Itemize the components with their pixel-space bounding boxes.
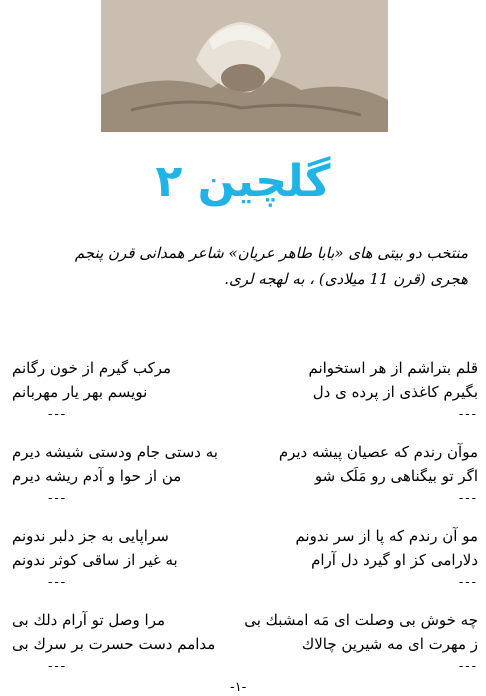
verse-line: به غیر از ساقی کوثر ندونم xyxy=(12,551,178,569)
stanza-separator: --- xyxy=(458,575,478,590)
intro-line: منتخب دو بیتی های «بابا طاهر عریان» شاعر همدانی قرن پنجم xyxy=(74,244,468,262)
verse-line: چه خوش بی وصلت ای مَه امشبك بی xyxy=(244,611,478,629)
stanza xyxy=(0,441,486,525)
verse-line: مو آن رندم که پا از سر ندونم xyxy=(295,527,478,545)
stanza-separator: --- xyxy=(48,659,68,674)
verse-line: دلارامی کز او گیرد دل آرام xyxy=(311,551,478,569)
verse-line: قلم بتراشم از هر استخوانم xyxy=(308,359,478,377)
verse-line: به دستی جام ودستی شیشه دیرم xyxy=(12,443,218,461)
verse-line: مرا وصل تو آرام دلك بی xyxy=(12,611,166,629)
stanza-separator: --- xyxy=(48,491,68,506)
stanza-separator: --- xyxy=(48,407,68,422)
page-title: گلچین ۲ xyxy=(155,156,331,207)
intro-paragraph xyxy=(8,240,468,292)
stanza-separator: --- xyxy=(458,659,478,674)
verse-line: موآن رندم که عصیان پیشه دیرم xyxy=(278,443,478,461)
stanza xyxy=(0,357,486,441)
verse-line: مرکب گیرم از خون رگانم xyxy=(12,359,172,377)
stanza-separator: --- xyxy=(458,491,478,506)
verse-line: ز مهرت ای مه شیرین چالاك xyxy=(301,635,478,653)
stanza-separator: --- xyxy=(48,575,68,590)
verse-line: مدامم دست حسرت بر سرك بی xyxy=(12,635,216,653)
verse-line: سراپایی به جز دلبر ندونم xyxy=(12,527,169,545)
stanza-separator: --- xyxy=(458,407,478,422)
verse-line: من از حوا و آدم ریشه دیرم xyxy=(12,467,182,485)
verse-line: بگیرم کاغذی از پرده ی دل xyxy=(312,383,478,401)
verse-line: نویسم بهر یار مهربانم xyxy=(12,383,148,401)
stanza xyxy=(0,525,486,609)
poem xyxy=(0,357,486,693)
intro-line: هجری (قرن 11 میلادی) ، به لهجه لری. xyxy=(224,270,468,288)
page-number: -۱- xyxy=(230,680,247,695)
verse-line: اگر تو بیگناهی رو مَلَک شو xyxy=(314,467,478,485)
cover-image xyxy=(101,0,388,132)
